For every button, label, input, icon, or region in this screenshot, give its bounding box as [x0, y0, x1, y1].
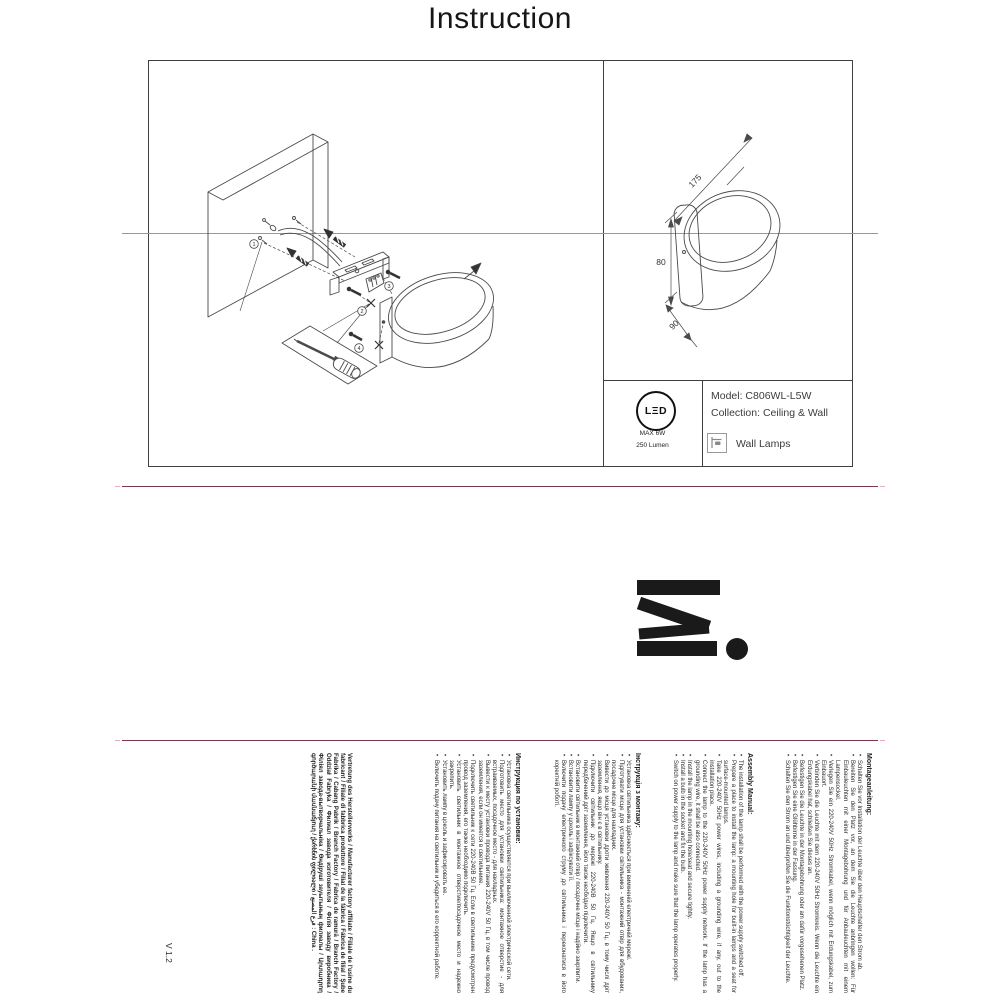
section-ukrainian: [552, 753, 641, 993]
terminal-block: [366, 273, 384, 292]
list-ukrainian: [552, 753, 631, 993]
list-english: [671, 753, 743, 993]
instruction-item: • Bereiten Sie den Platz vor, an dem Sie die Leuchte anbringen wollen: Für Einbauleuchten mit einer Montagebohrung und für Anbauleuchten mit einem Lampensockel.: [834, 754, 855, 993]
instruction-item: • Підключити світильник до мережі 220-240В 50 Гц. Якщо в світильнику передбачений дріт заземлення, його також необхідно підключити.: [581, 754, 595, 993]
instruction-item: • Take 220-240V 50Hz power wires, including a grounding wire, if any, out to the installation place.: [707, 754, 722, 993]
brand-logo-m-icon: [630, 575, 760, 670]
instruction-item: • Befestigen Sie eine Glühbirne in der Fassung.: [791, 754, 798, 883]
press-dash: [115, 740, 120, 741]
spec-divider-vertical: [702, 380, 703, 467]
wall-anchors: [287, 229, 345, 265]
instruction-item: • Подключить светильник к сети 220-240В 50 Гц. Если в светильнике предусмотрен провод заземления, его также необходимо подключить.: [462, 754, 476, 993]
section-english: [671, 753, 753, 993]
instruction-item: • Установка світильника здійснюється при вимкненій електричній мережі.: [624, 754, 631, 961]
callout-3: 3: [387, 284, 391, 290]
instruction-item: • Switch on power supply to the lamp and make sure that the lamp operates properly.: [671, 754, 678, 982]
lumen-label: 250 Lumen: [636, 442, 669, 449]
instruction-item: • Установить лампу в цоколь и зафиксировать ее.: [440, 754, 447, 896]
section-german: [783, 753, 872, 993]
multilingual-instructions-block: [152, 753, 872, 993]
instruction-item: • The installation of the lamp shall be performed with the power supply switched off.: [736, 754, 743, 978]
section-russian: [432, 753, 521, 993]
instruction-item: • Включити подачу електричного струму до світильника і переконатися в його коректній роботі.: [552, 754, 566, 993]
heading-german: Montageanleitung:: [865, 753, 872, 816]
dimensions-diagram: [603, 60, 853, 380]
callout-1: 1: [252, 242, 256, 248]
page-title: Instruction: [428, 2, 572, 35]
instruction-item: • Verbinden Sie die Leuchte mit dem 220-240V 50Hz Stromkreis. Wenn die Leuchte ein Erdungskabel hat, schließen Sie dieses an.: [805, 754, 819, 993]
dim-depth-label: 90: [667, 317, 681, 332]
assembly-exploded-diagram: [148, 60, 603, 467]
dimension-lines: [665, 134, 752, 347]
instruction-item: • Schalten Sie vor Installation der Leuchte über den Hauptschalter den Strom ab.: [856, 754, 862, 971]
separator-line-upper: [122, 486, 878, 487]
instruction-item: • Schalten Sie den Strom an und überprüfen Sie die Funktionstüchtigkeit der Leuchte.: [783, 754, 790, 984]
callout-2: 2: [360, 309, 364, 315]
instruction-item: • Install a bulb in the socket and fix the bulb.: [679, 754, 686, 874]
instruction-item: • Установить светильник в монтажное отверстие/посадочное место и надежно закрепить.: [447, 754, 462, 993]
dim-width-label: 175: [686, 172, 704, 190]
list-german: [783, 753, 862, 993]
instruction-item: • Befestigen Sie die Leuchte in der Montagebohrung oder am dafür vorgesehenen Platz.: [798, 754, 805, 991]
instruction-item: • Встановити світильник в монтажний отвір / посадочне місце і надійно закріпити.: [574, 754, 581, 984]
tool-mat: [282, 304, 377, 384]
heading-russian: Инструкция по установке:: [514, 753, 522, 844]
instruction-item: • Встановити лампу у цоколь і зафіксувати її.: [567, 754, 574, 882]
collection-label: Collection: Ceiling & Wall: [711, 407, 828, 419]
dim-height-label: 80: [656, 257, 666, 267]
screwdriver: [294, 339, 362, 381]
wall-lamp-icon: [707, 433, 727, 453]
model-label: Model: C806WL-L5W: [711, 390, 812, 402]
category-label: Wall Lamps: [736, 438, 791, 450]
wall-panel: [208, 134, 328, 317]
cross-screw-marks: [367, 299, 383, 349]
instruction-item: • Connect the lamp to the 220-240V 50Hz power supply network. If the lamp has a grounding wire, it shall be also connected.: [693, 754, 707, 993]
instruction-item: • Вывести к месту установки провода питания 220-240V 50 Гц, в том числе провод заземления, если он имеется в светильнике.: [476, 754, 490, 993]
manufacturer-note: Vertretung des Herstellerwerks / Manufacturer factory affiliate / Filiale de l'usine du fabricant / Filiale di fabbrica produttore / Filial de la fábrica / Fábrica de filial / Şube Fabrika / Cabang Pabrik / Branch Factory / Fabrica de ramură / Branch Factory / Oddział Fabryka / Филиал завода изготовителя / Філія заводу виробника / Філіял завода-вытворчальніка / Өндіруші зауытының филиалы / Արտադրող գործարանի մասնաճյուղ / ქარხნის ფილიალი / فرع المصنع : China .: [310, 753, 353, 993]
list-russian: [432, 753, 511, 993]
leader-line: [240, 242, 262, 311]
instruction-item: • Включить подачу питания на светильник и убедиться в его корректной работе.: [433, 754, 440, 980]
instruction-item: • Install the lamp in the mounting hole/seat and secure tightly.: [686, 754, 693, 919]
heading-english: Assembly Manual:: [745, 753, 753, 815]
lamp-outline: [673, 178, 792, 310]
led-badge: [636, 391, 676, 431]
version-label: V 1.2: [164, 943, 174, 963]
callout-4: 4: [357, 346, 361, 352]
instruction-item: • Вивести до місця установки дроти живлення 220-240V 50 Гц, в тому числі дріт заземлення, якщо він є в світильнику.: [595, 754, 610, 993]
press-dash: [115, 486, 120, 487]
press-dash: [880, 486, 885, 487]
heading-ukrainian: Інструкція з монтажу:: [633, 753, 641, 828]
instruction-item: • Подготовить место для установки светильника: монтажное отверстие - для встраиваемых, посадочное место - для накладных.: [491, 754, 505, 993]
instruction-item: • Установка светильника осуществляется при выключенной электрической сети.: [505, 754, 512, 981]
led-badge-text: LΞD: [644, 405, 668, 417]
instruction-item: • Підготувати місце для установки світильника - монтажний отвір для вбудованих, посадочне місце для накладних.: [610, 754, 624, 993]
max-power-label: MAX 6W: [639, 430, 666, 437]
press-dash: [880, 740, 885, 741]
instruction-item: • Prepare a place to install the lamp: a mounting hole for built-in lamps and a seat for surface-mounted lamps.: [722, 754, 736, 993]
spec-divider-horizontal: [603, 380, 853, 381]
separator-line-lower: [122, 740, 878, 741]
instruction-item: • Verlegen Sie ein 220-240V 50Hz Stromkabel, wenn möglich mit Erdungskabel, zum Einbauort.: [819, 754, 834, 993]
